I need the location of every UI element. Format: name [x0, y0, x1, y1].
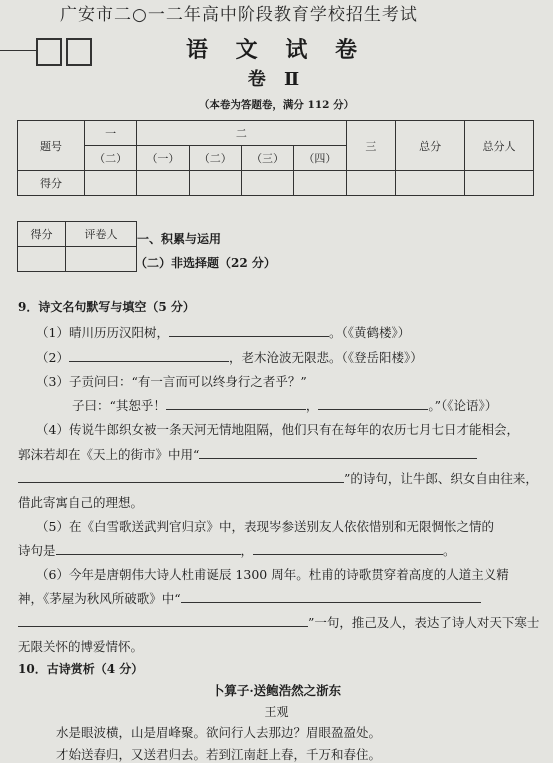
q9-line-3a: （3）子贡问曰：“有一言而可以终身行之者乎？”: [36, 374, 307, 389]
score-cell[interactable]: [241, 171, 293, 196]
section-one-title: 一、积累与运用: [137, 232, 222, 246]
exam-title: 广安市二○一二年高中阶段教育学校招生考试: [60, 5, 418, 25]
q9-line-1: （1）晴川历历汉阳树， 。（《黄鹤楼》）: [36, 325, 411, 340]
answer-blank[interactable]: [318, 397, 428, 410]
answer-blank[interactable]: [18, 614, 308, 627]
score-cell[interactable]: [189, 171, 241, 196]
q9-line-6d: 无限关怀的博爱情怀。: [18, 639, 144, 654]
grader-reviewer-label: 评卷人: [66, 222, 137, 247]
q9-line-4d: 借此寄寓自己的理想。: [18, 495, 144, 510]
q9-line-5b: 诗句是 ， 。: [18, 543, 456, 558]
score-cell[interactable]: [346, 171, 396, 196]
section-one-sub: （二）非选择题（22 分）: [135, 256, 276, 270]
col-three-header: 三: [346, 121, 396, 171]
q9-line-4b: 郭沫若却在《天上的街市》中用“: [18, 445, 477, 463]
q9-line-6c: ”一句，推己及人，表达了诗人对天下寒士: [18, 613, 539, 631]
volume-label: 卷 Ⅱ: [247, 69, 306, 90]
q9-line-6a: （6）今年是唐朝伟大诗人杜甫诞辰 1300 周年。杜甫的诗歌贯穿着高度的人道主义精: [36, 567, 509, 582]
q9-heading: 9．诗文名句默写与填空（5 分）: [18, 300, 195, 314]
answer-blank[interactable]: [253, 542, 443, 555]
col-total-header: 总分: [396, 121, 465, 171]
row-score-label: 得分: [18, 171, 85, 196]
q10-heading: 10．古诗赏析（4 分）: [18, 662, 144, 676]
sub-col: （四）: [294, 146, 346, 171]
q9-line-5a: （5）在《白雪歌送武判官归京》中，表现岑参送别友人依依惜别和无限惆怅之情的: [36, 519, 494, 534]
poem-author: 王观: [264, 705, 289, 719]
grader-box: [17, 221, 137, 272]
col-group-one: 一: [84, 121, 136, 146]
sub-col: （一）: [137, 146, 189, 171]
sub-col: （二）: [84, 146, 136, 171]
answer-blank[interactable]: [18, 470, 344, 483]
grader-reviewer-cell[interactable]: [66, 247, 137, 272]
score-cell[interactable]: [84, 171, 136, 196]
col-group-two: 二: [137, 121, 346, 146]
answer-blank[interactable]: [69, 349, 229, 362]
col-number-header: 题号: [18, 121, 85, 171]
paper-note: （本卷为答题卷，满分 112 分）: [198, 99, 355, 111]
score-table: [17, 120, 534, 196]
score-cell[interactable]: [465, 171, 534, 196]
q9-line-6b: 神，《茅屋为秋风所破歌》中“: [18, 589, 481, 607]
poem-line-2: 才始送春归，又送君归去。若到江南赶上春，千万和春住。: [56, 747, 382, 762]
paper-title: 语 文 试 卷: [186, 37, 367, 63]
sub-col: （二）: [189, 146, 241, 171]
answer-blank[interactable]: [166, 397, 306, 410]
grader-score-label: 得分: [18, 222, 66, 247]
score-cell[interactable]: [396, 171, 465, 196]
poem-title: 卜算子·送鲍浩然之浙东: [211, 683, 342, 698]
q9-line-2: （2） ，老木沧波无限悲。（《登岳阳楼》）: [36, 350, 423, 365]
answer-blank[interactable]: [181, 590, 481, 603]
q9-line-3b: 子曰：“其恕乎！ ， 。”（《论语》）: [72, 398, 498, 413]
col-scorer-header: 总分人: [465, 121, 534, 171]
answer-blank[interactable]: [199, 446, 477, 459]
score-cell[interactable]: [137, 171, 189, 196]
q9-line-4c: ”的诗句，让牛郎、织女自由往来，: [18, 469, 538, 487]
grader-score-cell[interactable]: [18, 247, 66, 272]
q9-line-4a: （4）传说牛郎织女被一条天河无情地阻隔，他们只有在每年的农历七月七日才能相会，: [36, 422, 519, 437]
sub-col: （三）: [241, 146, 293, 171]
answer-blank[interactable]: [169, 324, 329, 337]
score-cell[interactable]: [294, 171, 346, 196]
poem-line-1: 水是眼波横，山是眉峰聚。欲问行人去那边？眉眼盈盈处。: [56, 725, 382, 740]
answer-blank[interactable]: [56, 542, 241, 555]
